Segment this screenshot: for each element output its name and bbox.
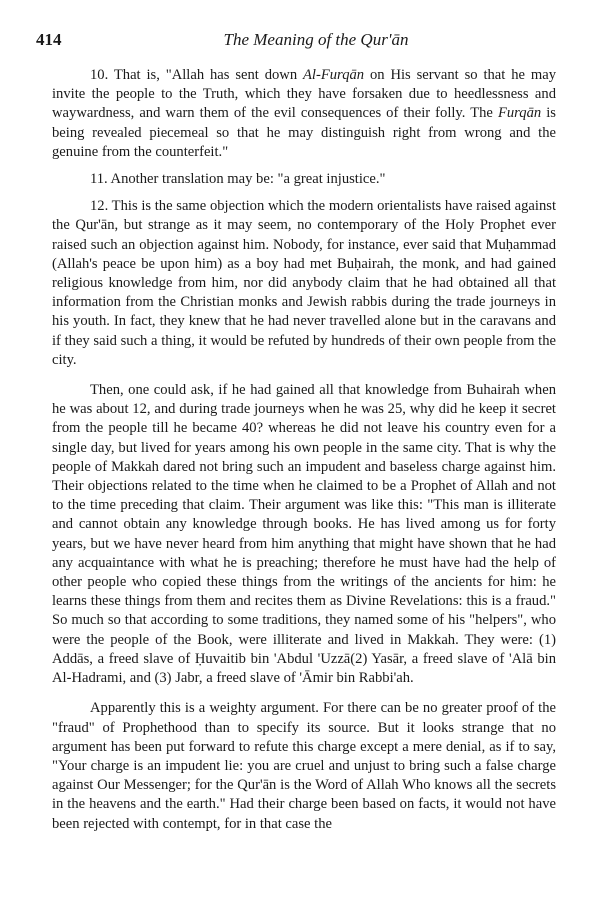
body-text bbox=[52, 66, 556, 845]
note-10-part-c: on His servant so that he may invite the people to the Truth, which they have forsaken due to heedlessness and waywardness, and warn them of the evil consequences of their folly. The bbox=[52, 67, 556, 122]
paragraph-apparently: Apparently this is a weighty argument. For there can be no greater proof of the "fraud" of Prophethood than to specify its source. But it looks strange that no argument has been put forward to refute this charge except a mere denial, as if to say, "Your charge is an impudent lie: you are cruel and unjust to bring such a false charge against Our Messenger; for the Qur'ān is the Word of Allah Who knows all the secrets in the heavens and the earth." Had their charge been based on facts, it would not have been rejected with contempt, for in that case the bbox=[52, 700, 556, 832]
note-12: 12. This is the same objection which the modern orientalists have raised against the Qur'ān, but strange as it may seem, no contemporary of the Holy Prophet ever raised such an objection against him. Nobody, for instance, ever said that Muḥammad (Allah's peace be upon him) as a boy had met Buḥairah, the monk, and had gained religious knowledge from him, nor did anybody claim that he had obtained all that information from the Christian monks and Jewish rabbis during the trade journeys in his youth. In fact, they knew that he had never travelled alone but in the caravans and if they said such a thing, it would be refuted by hundreds of their own people from the city. bbox=[52, 198, 556, 368]
note-10-furqan: Furqān bbox=[497, 105, 542, 122]
running-title: The Meaning of the Qur'ān bbox=[223, 30, 409, 49]
note-10-al-furqan: Al-Furqān bbox=[303, 67, 365, 83]
paragraph-then-one-could-ask: Then, one could ask, if he had gained all that knowledge from Buhairah when he was about 12, and during trade journeys when he was 25, why did he keep it secret from the people till he became 40? whereas he did not leave his country even for a single day, but lived for years among his own people in the same city. That is why the people of Makkah dared not bring such an impudent and baseless charge against him. Their objections related to the time when he claimed to be a Prophet of Allah and not to the time preceding that claim. Their argument was like this: "This man is illiterate and cannot obtain any knowledge through books. He has lived among us for forty years, but we have never heard from him anything that might have shown that he had any acquaintance with what he is preaching; therefore he must have had the help of other people who copied these things from the writings of the ancients for him: he learns these things from them and recites them as Divine Revelations: this is a fraud." So much so that according to some traditions, they named some of his "helpers", who were the people of the Book, were illiterate and lived in Makkah. They were: (1) Addās, a freed slave of Ḥuvaitib bin 'Abdul 'Uzzā(2) Yasār, a freed slave of 'Alā bin Al-Hadrami, and (3) Jabr, a freed slave of 'Āmir bin Rabbi'ah. bbox=[52, 382, 556, 687]
page-number: 414 bbox=[36, 30, 62, 49]
note-10 bbox=[52, 66, 556, 162]
note-11: 11. Another translation may be: "a great injustice." bbox=[90, 171, 386, 188]
note-10-part-e: is being revealed piecemeal so that he may distinguish right from wrong and the genuine from the counterfeit." bbox=[52, 105, 556, 160]
note-10-part-a: 10. That is, "Allah has sent down bbox=[90, 67, 304, 83]
page-header bbox=[36, 30, 556, 54]
